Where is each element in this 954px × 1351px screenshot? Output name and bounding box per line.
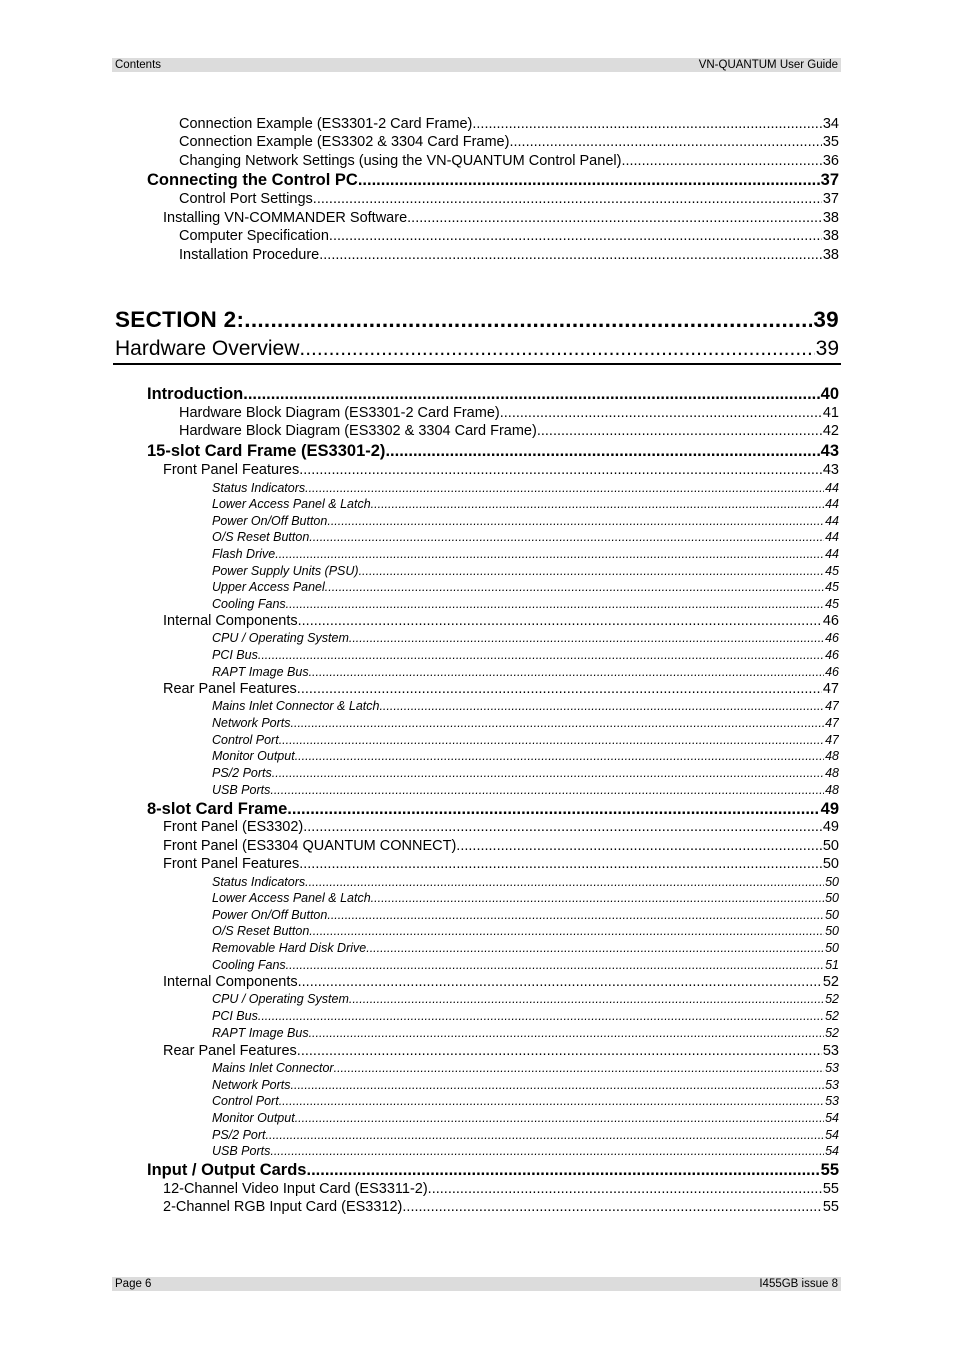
toc-entry-title: CPU / Operating System — [212, 631, 349, 645]
toc-entry-page: 52 — [825, 1026, 839, 1040]
toc-entry[interactable] — [212, 563, 839, 579]
toc-entry-title: Changing Network Settings (using the VN-QUANTUM Control Panel) — [179, 153, 622, 169]
toc-entry-title: Connection Example (ES3302 & 3304 Card Frame) — [179, 134, 510, 150]
toc-entry-title: Monitor Output — [212, 749, 295, 763]
toc-entry-page: 46 — [822, 613, 839, 629]
toc-entry-page: 53 — [822, 1043, 839, 1059]
toc-entry-page: 47 — [825, 733, 839, 747]
toc-entry-page: 53 — [825, 1094, 839, 1108]
dot-leader — [303, 818, 822, 836]
toc-entry[interactable] — [212, 1110, 839, 1126]
toc-entry-title: O/S Reset Button — [212, 924, 310, 938]
toc-entry[interactable] — [212, 765, 839, 781]
toc-entry-page: 50 — [825, 891, 839, 905]
toc-entry-page: 49 — [822, 819, 839, 835]
toc-entry-title: Control Port Settings — [179, 191, 313, 207]
toc-entry[interactable] — [163, 1180, 839, 1198]
toc-entry[interactable] — [147, 441, 839, 461]
dot-leader — [371, 890, 824, 906]
dot-leader — [621, 152, 821, 170]
toc-entry-title: 15-slot Card Frame (ES3301-2) — [147, 442, 386, 460]
toc-entry-title: SECTION 2: — [115, 307, 245, 332]
toc-entry-title: Cooling Fans — [212, 597, 286, 611]
toc-entry[interactable] — [179, 404, 839, 422]
toc-entry-title: Mains Inlet Connector — [212, 1061, 334, 1075]
toc-entry-page: 55 — [822, 1181, 839, 1197]
toc-entry-title: Internal Components — [163, 613, 298, 629]
dot-leader — [291, 715, 825, 731]
toc-entry[interactable] — [212, 991, 839, 1007]
dot-leader — [358, 170, 820, 190]
toc-entry-title: 8-slot Card Frame — [147, 800, 288, 818]
toc-entry[interactable] — [163, 855, 839, 873]
toc-entry[interactable] — [212, 890, 839, 906]
toc-entry[interactable] — [212, 940, 839, 956]
toc-entry[interactable] — [179, 246, 839, 264]
dot-leader — [297, 680, 822, 698]
toc-entry-page: 50 — [825, 941, 839, 955]
page-header — [112, 58, 841, 72]
toc-entry[interactable] — [163, 818, 839, 836]
toc-entry[interactable] — [212, 1143, 839, 1159]
toc-entry[interactable] — [212, 874, 839, 890]
dot-leader — [272, 765, 824, 781]
toc-entry-page: 38 — [822, 247, 839, 263]
dot-leader — [258, 647, 824, 663]
toc-entry-title: PCI Bus — [212, 648, 258, 662]
toc-entry-title: PS/2 Port — [212, 1128, 266, 1142]
toc-entry-page: 36 — [822, 153, 839, 169]
toc-entry-page: 46 — [825, 665, 839, 679]
toc-entry-page: 44 — [825, 497, 839, 511]
toc-entry-title: Front Panel Features — [163, 856, 300, 872]
toc-entry-page: 34 — [822, 116, 839, 132]
toc-entry[interactable] — [163, 973, 839, 991]
toc-entry[interactable] — [147, 799, 839, 819]
toc-entry-title: Power On/Off Button — [212, 908, 328, 922]
dot-leader — [286, 596, 824, 612]
dot-leader — [379, 698, 824, 714]
toc-entry-title: PS/2 Ports — [212, 766, 272, 780]
section-title[interactable] — [115, 336, 839, 362]
toc-entry-title: USB Ports — [212, 783, 271, 797]
toc-entry-page: 55 — [820, 1161, 839, 1179]
toc-entry-title: O/S Reset Button — [212, 530, 310, 544]
toc-entry-title: Network Ports — [212, 716, 291, 730]
toc-entry-title: Connection Example (ES3301-2 Card Frame) — [179, 116, 473, 132]
toc-entry-page: 47 — [825, 716, 839, 730]
toc-entry-title: Control Port — [212, 733, 279, 747]
toc-entry-title: Power Supply Units (PSU) — [212, 564, 359, 578]
toc-entry-page: 54 — [825, 1111, 839, 1125]
dot-leader — [305, 874, 824, 890]
header-right: VN-QUANTUM User Guide — [698, 59, 838, 71]
toc-entry[interactable] — [212, 664, 839, 680]
toc-entry-page: 39 — [815, 337, 839, 360]
page-footer — [112, 1277, 841, 1291]
toc-entry-title: Status Indicators — [212, 875, 306, 889]
dot-leader — [537, 422, 822, 440]
toc-entry[interactable] — [212, 1127, 839, 1143]
toc-entry[interactable] — [212, 732, 839, 748]
toc-entry[interactable] — [212, 513, 839, 529]
dot-leader — [313, 190, 822, 208]
toc-entry-title: Front Panel (ES3302) — [163, 819, 304, 835]
toc-entry-title: Rear Panel Features — [163, 1043, 297, 1059]
dot-leader — [305, 480, 824, 496]
toc-entry-title: Connecting the Control PC — [147, 171, 358, 189]
toc-entry[interactable] — [179, 133, 839, 151]
toc-entry-page: 51 — [825, 958, 839, 972]
toc-entry-page: 50 — [825, 924, 839, 938]
dot-leader — [472, 115, 822, 133]
toc-entry-title: 12-Channel Video Input Card (ES3311-2) — [163, 1181, 428, 1197]
toc-entry-title: Hardware Overview — [115, 337, 300, 360]
toc-entry[interactable] — [147, 384, 839, 404]
dot-leader — [428, 1180, 822, 1198]
toc-entry[interactable] — [179, 190, 839, 208]
dot-leader — [270, 1143, 824, 1159]
dot-leader — [244, 306, 812, 334]
dot-leader — [309, 1025, 825, 1041]
toc-entry-page: 44 — [825, 514, 839, 528]
dot-leader — [349, 991, 824, 1007]
toc-entry-page: 53 — [825, 1078, 839, 1092]
toc-entry-title: Monitor Output — [212, 1111, 295, 1125]
toc-entry-title: Lower Access Panel & Latch — [212, 891, 371, 905]
dot-leader — [299, 461, 822, 479]
toc-entry-page: 48 — [825, 766, 839, 780]
toc-entry[interactable] — [163, 612, 839, 630]
toc-entry-page: 54 — [825, 1128, 839, 1142]
toc-entry[interactable] — [212, 1093, 839, 1109]
dot-leader — [298, 973, 822, 991]
dot-leader — [385, 441, 819, 461]
toc-entry-title: Upper Access Panel — [212, 580, 325, 594]
toc-entry[interactable] — [163, 680, 839, 698]
dot-leader — [279, 1093, 824, 1109]
toc-entry-title: Introduction — [147, 385, 244, 403]
toc-entry[interactable] — [179, 152, 839, 170]
toc-entry[interactable] — [212, 546, 839, 562]
toc-entry[interactable] — [212, 480, 839, 496]
toc-entry-title: RAPT Image Bus — [212, 665, 309, 679]
dot-leader — [297, 1042, 822, 1060]
dot-leader — [500, 404, 822, 422]
toc-entry-page: 50 — [822, 838, 839, 854]
toc-entry-page: 47 — [825, 699, 839, 713]
toc-entry-page: 44 — [825, 481, 839, 495]
toc-entry-title: Input / Output Cards — [147, 1161, 307, 1179]
dot-leader — [299, 855, 822, 873]
toc-entry-title: Removable Hard Disk Drive — [212, 941, 367, 955]
dot-leader — [306, 1160, 819, 1180]
toc-entry[interactable] — [163, 837, 839, 855]
toc-entry[interactable] — [212, 715, 839, 731]
dot-leader — [309, 664, 825, 680]
toc-entry[interactable] — [212, 1008, 839, 1024]
footer-right: I455GB issue 8 — [759, 1278, 838, 1290]
toc-entry-title: Internal Components — [163, 974, 298, 990]
dot-leader — [243, 384, 819, 404]
toc-entry-page: 47 — [822, 681, 839, 697]
toc-entry[interactable] — [179, 115, 839, 133]
toc-entry-page: 48 — [825, 749, 839, 763]
toc-entry-title: Front Panel Features — [163, 462, 300, 478]
dot-leader — [329, 227, 822, 245]
toc-entry[interactable] — [212, 630, 839, 646]
dot-leader — [509, 133, 821, 151]
toc-entry-title: CPU / Operating System — [212, 992, 349, 1006]
toc-entry-page: 39 — [813, 307, 839, 332]
toc-entry[interactable] — [147, 170, 839, 190]
toc-entry-title: Hardware Block Diagram (ES3301-2 Card Frame) — [179, 405, 500, 421]
dot-leader — [402, 1198, 821, 1216]
toc-entry-title: Control Port — [212, 1094, 279, 1108]
toc-entry-title: Mains Inlet Connector & Latch — [212, 699, 380, 713]
dot-leader — [270, 782, 824, 798]
toc-entry-page: 49 — [820, 800, 839, 818]
toc-entry-title: Flash Drive — [212, 547, 276, 561]
toc-entry[interactable] — [212, 496, 839, 512]
dot-leader — [309, 923, 824, 939]
dot-leader — [266, 1127, 825, 1143]
dot-leader — [349, 630, 824, 646]
toc-entry[interactable] — [163, 209, 839, 227]
toc-entry-page: 48 — [825, 783, 839, 797]
toc-entry[interactable] — [212, 647, 839, 663]
toc-entry-title: Lower Access Panel & Latch — [212, 497, 371, 511]
dot-leader — [295, 748, 824, 764]
toc-entry[interactable] — [163, 1042, 839, 1060]
toc-entry-title: Cooling Fans — [212, 958, 286, 972]
toc-entry-title: Front Panel (ES3304 QUANTUM CONNECT) — [163, 838, 457, 854]
section-divider — [113, 363, 841, 365]
toc-entry-title: RAPT Image Bus — [212, 1026, 309, 1040]
toc-entry[interactable] — [212, 529, 839, 545]
dot-leader — [286, 957, 824, 973]
toc-entry-title: USB Ports — [212, 1144, 271, 1158]
toc-entry-page: 38 — [822, 210, 839, 226]
toc-entry[interactable] — [179, 227, 839, 245]
toc-entry-page: 52 — [822, 974, 839, 990]
toc-entry-page: 40 — [820, 385, 839, 403]
dot-leader — [295, 1110, 824, 1126]
toc-entry-title: Status Indicators — [212, 481, 306, 495]
toc-entry[interactable] — [212, 579, 839, 595]
toc-entry[interactable] — [212, 923, 839, 939]
toc-entry[interactable] — [212, 698, 839, 714]
toc-entry-page: 53 — [825, 1061, 839, 1075]
toc-entry-page: 37 — [820, 171, 839, 189]
dot-leader — [298, 612, 822, 630]
toc-entry-page: 44 — [825, 530, 839, 544]
toc-entry[interactable] — [212, 748, 839, 764]
footer-left: Page 6 — [115, 1278, 152, 1290]
toc-entry-title: Power On/Off Button — [212, 514, 328, 528]
dot-leader — [258, 1008, 824, 1024]
toc-entry-page: 45 — [825, 580, 839, 594]
toc-entry-page: 55 — [822, 1199, 839, 1215]
toc-entry-page: 42 — [822, 423, 839, 439]
toc-entry-page: 35 — [822, 134, 839, 150]
dot-leader — [456, 837, 822, 855]
dot-leader — [275, 546, 824, 562]
toc-entry-title: PCI Bus — [212, 1009, 258, 1023]
toc-entry[interactable] — [212, 596, 839, 612]
toc-entry-page: 45 — [825, 564, 839, 578]
toc-entry-page: 50 — [825, 908, 839, 922]
dot-leader — [366, 940, 824, 956]
dot-leader — [359, 563, 825, 579]
toc-entry[interactable] — [163, 461, 839, 479]
toc-entry[interactable] — [147, 1160, 839, 1180]
toc-entry[interactable] — [212, 957, 839, 973]
toc-entry-page: 44 — [825, 547, 839, 561]
toc-entry[interactable] — [212, 1025, 839, 1041]
dot-leader — [299, 336, 814, 362]
header-left: Contents — [115, 59, 162, 71]
toc-entry-page: 50 — [822, 856, 839, 872]
dot-leader — [327, 907, 824, 923]
dot-leader — [327, 513, 824, 529]
toc-entry-page: 50 — [825, 875, 839, 889]
toc-entry-page: 38 — [822, 228, 839, 244]
toc-entry[interactable] — [179, 422, 839, 440]
toc-entry[interactable] — [212, 1077, 839, 1093]
toc-entry-page: 41 — [822, 405, 839, 421]
dot-leader — [279, 732, 824, 748]
section-heading[interactable] — [115, 306, 839, 334]
toc-entry[interactable] — [212, 907, 839, 923]
dot-leader — [319, 246, 822, 264]
dot-leader — [287, 799, 819, 819]
dot-leader — [334, 1060, 825, 1076]
dot-leader — [291, 1077, 825, 1093]
toc-entry-page: 54 — [825, 1144, 839, 1158]
toc-entry-title: Rear Panel Features — [163, 681, 297, 697]
toc-entry[interactable] — [212, 1060, 839, 1076]
toc-entry-page: 37 — [822, 191, 839, 207]
toc-entry-page: 45 — [825, 597, 839, 611]
toc-entry-page: 46 — [825, 631, 839, 645]
toc-entry-title: Network Ports — [212, 1078, 291, 1092]
toc-entry-page: 43 — [822, 462, 839, 478]
toc-entry-title: Installing VN-COMMANDER Software — [163, 210, 408, 226]
dot-leader — [371, 496, 824, 512]
toc-entry-title: 2-Channel RGB Input Card (ES3312) — [163, 1199, 403, 1215]
dot-leader — [325, 579, 824, 595]
toc-entry[interactable] — [212, 782, 839, 798]
toc-entry-page: 52 — [825, 1009, 839, 1023]
toc-entry-title: Hardware Block Diagram (ES3302 & 3304 Card Frame) — [179, 423, 537, 439]
toc-entry-title: Computer Specification — [179, 228, 329, 244]
toc-entry-page: 43 — [820, 442, 839, 460]
dot-leader — [407, 209, 822, 227]
toc-entry-page: 46 — [825, 648, 839, 662]
toc-entry-title: Installation Procedure — [179, 247, 320, 263]
dot-leader — [309, 529, 824, 545]
toc-entry[interactable] — [163, 1198, 839, 1216]
toc-entry-page: 52 — [825, 992, 839, 1006]
